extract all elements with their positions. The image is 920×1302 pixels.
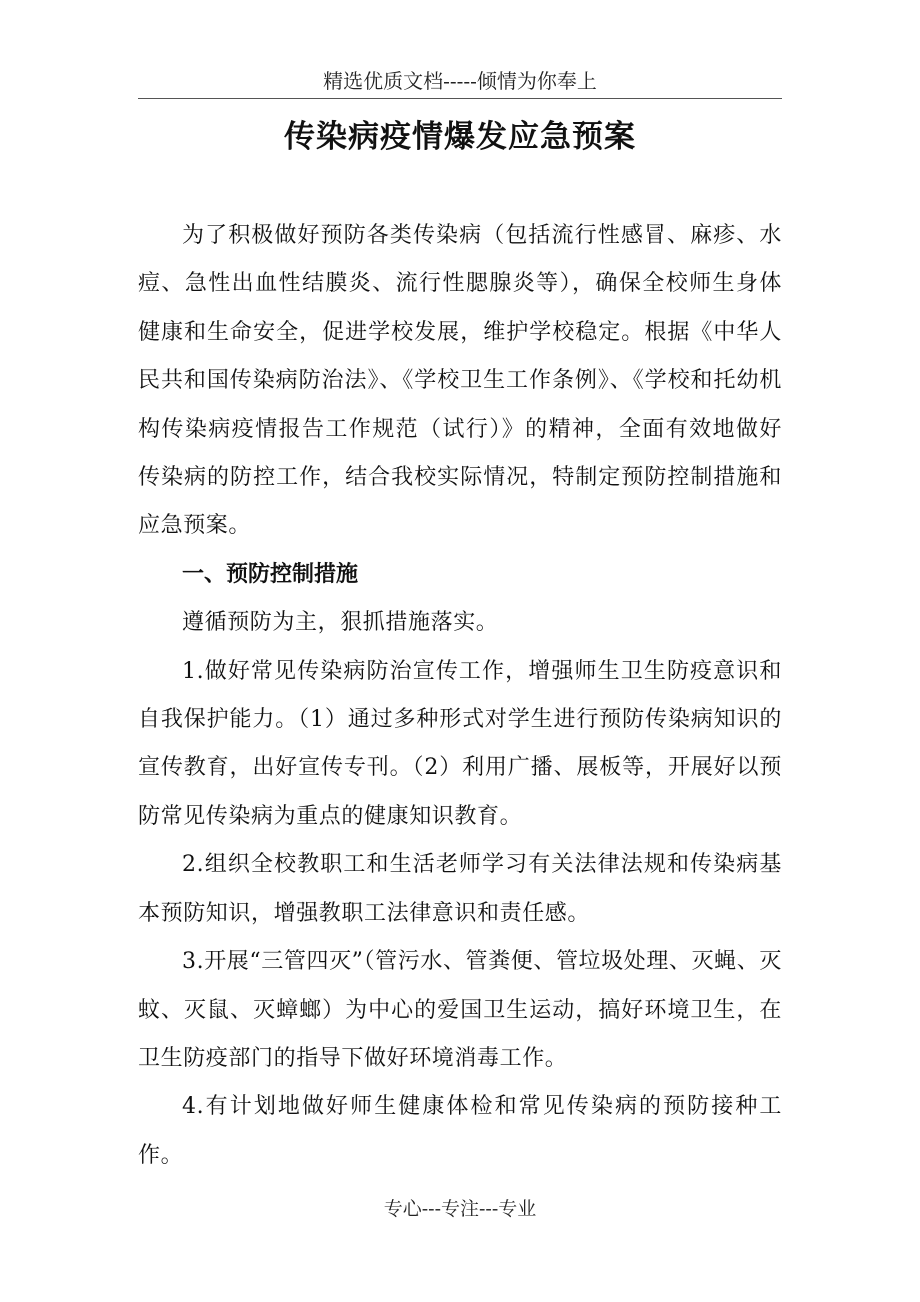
page-footer (0, 1194, 920, 1224)
section-heading: 一、预防控制措施 (182, 561, 359, 587)
page-header (138, 66, 782, 99)
footer-text: 专心---专注---专业 (383, 1198, 537, 1220)
principle-paragraph: 遵循预防为主，狠抓措施落实。 (182, 610, 499, 636)
measure-item-1: 1.做好常见传染病防治宣传工作，增强师生卫生防疫意识和自我保护能力。（1）通过多种形式对学生进行预防传染病知识的宣传教育，出好宣传专刊。（2）利用广播、展板等，开展好以预防常见传染病为重点的健康知识教育。 (138, 658, 782, 829)
header-text: 精选优质文档-----倾情为你奉上 (323, 69, 597, 93)
measure-item-4: 4.有计划地做好师生健康体检和常见传染病的预防接种工作。 (138, 1094, 782, 1168)
document-body (138, 212, 782, 1180)
measure-item-2: 2.组织全校教职工和生活老师学习有关法律法规和传染病基本预防知识，增强教职工法律意识和责任感。 (138, 852, 782, 926)
measure-item-3: 3.开展“三管四灭”（管污水、管粪便、管垃圾处理、灭蝇、灭蚊、灭鼠、灭蟑螂）为中心的爱国卫生运动，搞好环境卫生，在卫生防疫部门的指导下做好环境消毒工作。 (138, 949, 782, 1071)
intro-paragraph: 为了积极做好预防各类传染病（包括流行性感冒、麻疹、水痘、急性出血性结膜炎、流行性腮腺炎等），确保全校师生身体健康和生命安全，促进学校发展，维护学校稳定。根据《中华人民共和国传染病防治法》、《学校卫生工作条例》、《学校和托幼机构传染病疫情报告工作规范（试行）》的精神，全面有效地做好传染病的防控工作，结合我校实际情况，特制定预防控制措施和应急预案。 (138, 223, 782, 539)
document-title: 传染病疫情爆发应急预案 (284, 119, 636, 155)
